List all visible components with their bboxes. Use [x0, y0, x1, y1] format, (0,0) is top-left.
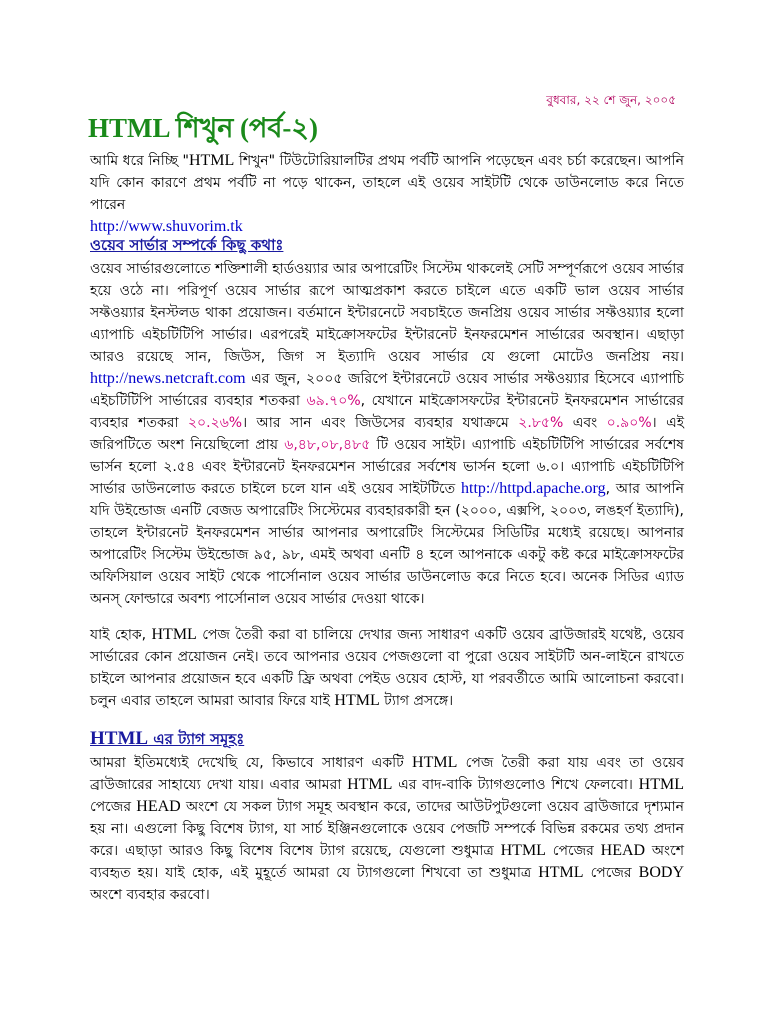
iis-percent: ২০.২৬%	[187, 415, 243, 431]
tg-text-1: আমরা ইতিমধ্যেই দেখেছি যে, কিভাবে সাধারণ একটি	[90, 755, 413, 771]
page-title: HTML শিখুন (পর্ব-২)	[88, 113, 318, 143]
apache-percent: ৬৯.৭০%	[306, 393, 361, 409]
apache-link[interactable]: http://httpd.apache.org	[461, 480, 606, 497]
intro-html-word: HTML	[188, 152, 235, 169]
zeus-percent: ০.৯০%	[606, 415, 652, 431]
tg-en-5: HTML	[500, 842, 546, 859]
tg-en-1: HTML	[412, 754, 458, 771]
tg-text-6: পেজের	[545, 843, 601, 859]
tg-text-2: পেজ তৈরী করা যায় এবং তা ওয়েব ব্রাউজারের সাহায্যে দেখা যায়। এবার আমরা	[90, 755, 684, 793]
tg-text-7: অংশে ব্যবহৃত হয়। যাই হোক, এই মুহূর্তে আমরা যে ট্যাগগুলো শিখবো তা শুধুমাত্র	[90, 843, 684, 881]
br-html-2: HTML	[334, 692, 380, 709]
html-tags-paragraph	[90, 752, 684, 906]
date-line: বুধবার, ২২ শে জুন, ২০০৫	[546, 93, 676, 107]
ws-text-8: , আর আপনি যদি উইন্ডোজ এনটি বেজড অপারেটিং সিস্টেমের ব্যবহারকারী হন (২০০০, এক্সপি, ২০০৩, লঙহর্ণ ইত্যাদি), তাহলে ইন্টারনেট ইনফরমেশন সার্ভার আপনার অপারেটিং সিস্টেমের সিডিটির মধ্যেই রয়েছে। আপনার অপারেটিং সিস্টেম উইন্ডোজ ৯৫, ৯৮, এমই অথবা এনটি ৪ হলে আপনাকে একটু কষ্ট করে মাইক্রোসফটের অফিসিয়াল ওয়েব সাইট থেকে পার্সোনাল ওয়েব সার্ভার ডাউনলোড করে নিতে হবে। অনেক সিডির এ্যাড অনস্ ফোল্ডারে অবশ্য পার্সোনাল ওয়েব সার্ভার দেওয়া থাকে।	[90, 481, 685, 607]
ws-text-3: , যেখানে মাইক্রোসফটের ইন্টারনেট ইনফরমেশন সার্ভারের ব্যবহার শতকরা	[90, 393, 684, 431]
tg-en-7: HTML	[538, 864, 584, 881]
intro-text-1: আমি ধরে নিচ্ছি "	[90, 153, 189, 169]
tg-text-4: পেজের	[90, 799, 137, 815]
web-server-paragraph	[90, 258, 684, 610]
tg-en-2: HTML	[347, 776, 393, 793]
tg-text-5: অংশে যে সকল ট্যাগ সমূহ অবস্থান করে, তাদের আউটপুটগুলো ওয়েব ব্রাউজারে দৃশ্যমান হয় না। এগুলো কিছু বিশেষ ট্যাগ, যা সার্চ ইঞ্জিনগুলোকে ওয়েব পেজটি সম্পর্কে বিভিন্ন রকমের তথ্য প্রদান করে। এছাড়া আরও কিছু বিশেষ বিশেষ ট্যাগ রয়েছে, যেগুলো শুধুমাত্র	[90, 799, 684, 859]
section-heading-web-server: ওয়েব সার্ভার সম্পর্কে কিছু কথাঃ	[90, 236, 284, 254]
sun-percent: ২.৮৫%	[518, 415, 564, 431]
br-text-1: যাই হোক,	[90, 627, 152, 643]
br-text-2: পেজ তৈরী করা বা চালিয়ে দেখার জন্য সাধারণ একটি ওয়েব ব্রাউজারই যথেষ্ট, ওয়েব সার্ভারের কোন প্রয়োজন নেই। তবে আপনার ওয়েব পেজগুলো বা পুরো ওয়েব সাইটটি অন-লাইনে রাখতে চাইলে আপনার প্রয়োজন হবে একটি ফ্রি অথবা পেইড ওয়েব হোস্ট, যা পরবর্তীতে আমি আলোচনা করবো। চলুন এবার তাহলে আমরা আবার ফিরে যাই	[90, 627, 684, 709]
browser-paragraph	[90, 624, 684, 712]
shuvorim-link[interactable]: http://www.shuvorim.tk	[90, 218, 243, 235]
br-html-1: HTML	[151, 626, 197, 643]
ws-text-6: । এই জরিপটিতে অংশ নিয়েছিলো প্রায়	[90, 415, 685, 453]
ws-text-7: টি ওয়েব সাইট। এ্যাপাচি এইচটিটিপি সার্ভারের সর্বশেষ ভার্সন হলো ২.৫৪ এবং ইন্টারনেট ইনফরমেশন সার্ভারের সর্বশেষ ভার্সন হলো ৬.০। এ্যাপাচি এইচটিটিপি সার্ভার ডাউনলোড করতে চাইলে চলে যান এই ওয়েব সাইটটিতে	[90, 437, 684, 497]
tg-text-3: এর বাদ-বাকি ট্যাগগুলোও শিখে ফেলবো।	[392, 777, 639, 793]
tg-en-3: HTML	[638, 776, 684, 793]
section-heading-html-tags	[90, 728, 244, 753]
tg-en-4: HEAD	[136, 798, 181, 815]
site-count: ৬,৪৮,০৮,৪৮৫	[284, 437, 371, 453]
tags-heading-html: HTML	[90, 728, 149, 749]
tg-text-8: পেজের	[583, 865, 639, 881]
tags-heading-text: এর ট্যাগ সমূহঃ	[148, 730, 245, 748]
ws-text-4: । আর সান এবং জিউসের ব্যবহার যথাক্রমে	[242, 415, 519, 431]
tg-text-9: অংশে ব্যবহার করবো।	[90, 887, 210, 903]
tg-en-8: BODY	[638, 864, 684, 881]
intro-text-2: শিখুন" টিউটোরিয়ালটির প্রথম পর্বটি আপনি পড়েছেন এবং চর্চা করেছেন। আপনি যদি কোন কারণে প্রথম পর্বটি না পড়ে থাকেন, তাহলে এই ওয়েব সাইটটি থেকে ডাউনলোড করে নিতে পারেন	[90, 153, 684, 213]
ws-text-5: এবং	[563, 415, 607, 431]
netcraft-link[interactable]: http://news.netcraft.com	[90, 370, 246, 387]
tg-en-6: HEAD	[600, 842, 646, 859]
ws-text-1: ওয়েব সার্ভারগুলোতে শক্তিশালী হার্ডওয়্যার আর অপারেটিং সিস্টেম থাকলেই সেটি সম্পূর্ণরূপে ওয়েব সার্ভার হয়ে ওঠে না। পরিপূর্ণ ওয়েব সার্ভার রূপে আত্মপ্রকাশ করতে চাইলে এতে একটি ভাল ওয়েব সার্ভার সফ্টওয়্যার ইনস্টলড থাকা প্রয়োজন। বর্তমানে ইন্টারনেটে সবচাইতে জনপ্রিয় ওয়েব সার্ভার সফ্টওয়্যার হলো এ্যাপাচি এইচটিটিপি সার্ভার। এরপরেই মাইক্রোসফটের ইন্টারনেট ইনফরমেশন সার্ভারের অবস্থান। এছাড়া আরও রয়েছে সান, জিউস, জিগ স ইত্যাদি ওয়েব সার্ভার যে গুলো মোটেও জনপ্রিয় নয়।	[90, 261, 684, 365]
ws-text-2: এর জুন, ২০০৫ জরিপে ইন্টারনেটে ওয়েব সার্ভার সফ্টওয়্যার হিসেবে এ্যাপাচি এইচটিটিপি সার্ভারের ব্যবহার শতকরা	[90, 371, 684, 409]
intro-paragraph	[90, 150, 684, 238]
br-text-3: ট্যাগ প্রসঙ্গে।	[379, 693, 454, 709]
